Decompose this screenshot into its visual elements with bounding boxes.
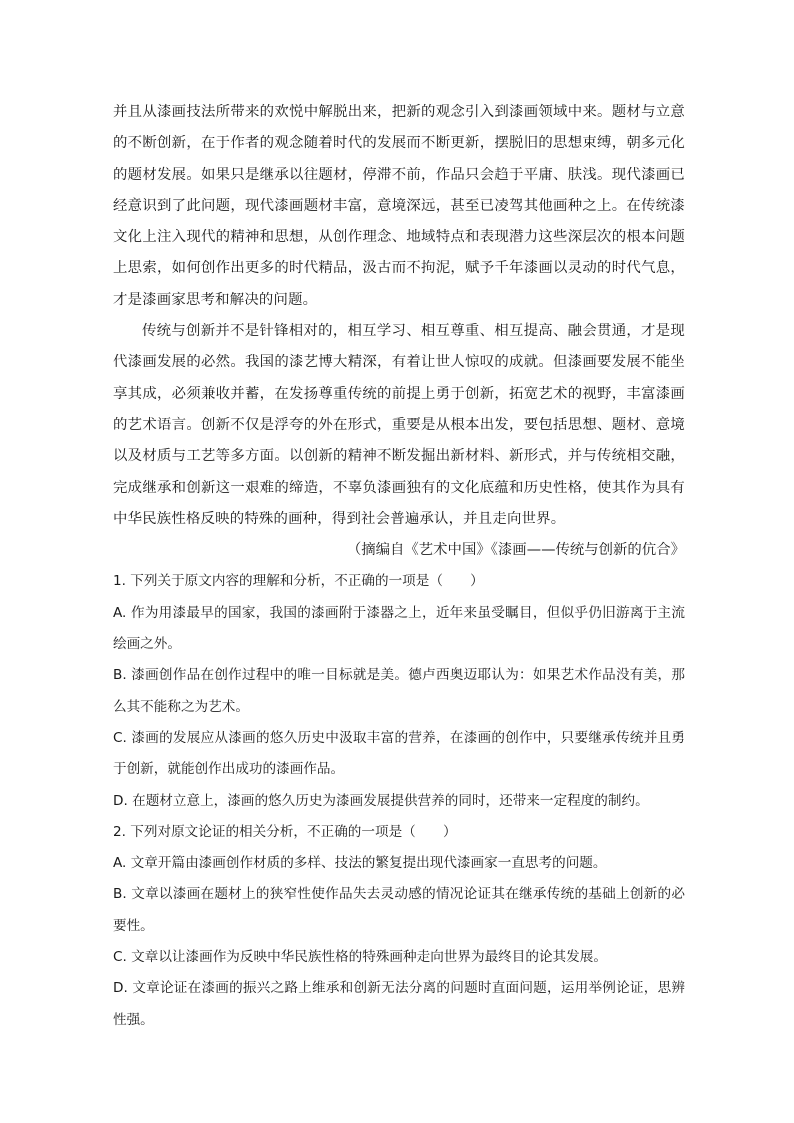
question-2 bbox=[113, 817, 685, 1036]
option-c: C. 漆画的发展应从漆画的悠久历史中汲取丰富的营养，在漆画的创作中，只要继承传统并且勇于创新，就能创作出成功的漆画作品。 bbox=[113, 729, 685, 778]
source-citation: （摘编自《艺术中国》《漆画——传统与创新的伉合》 bbox=[346, 542, 685, 559]
question-stem: 2. 下列对原文论证的相关分析，不正确的一项是（ ） bbox=[113, 823, 457, 840]
question-1 bbox=[113, 566, 685, 816]
option-a: A. 作为用漆最早的国家，我国的漆画附于漆器之上，近年来虽受瞩目，但似乎仍旧游离于主流绘画之外。 bbox=[113, 604, 685, 653]
passage-paragraph-1: 并且从漆画技法所带来的欢悦中解脱出来，把新的观念引入到漆画领域中来。题材与立意的不断创新，在于作者的观念随着时代的发展而不断更新，摆脱旧的思想束缚，朝多元化的题材发展。如果只是继承以往题材，停滞不前，作品只会趋于平庸、肤浅。现代漆画已经意识到了此问题，现代漆画题材丰富，意境深远，甚至已凌驾其他画种之上。在传统漆文化上注入现代的精神和思想，从创作理念、地域特点和表现潜力这些深层次的根本问题上思索，如何创作出更多的时代精品，汲古而不拘泥，赋予千年漆画以灵动的时代气息，才是漆画家思考和解决的问题。 bbox=[113, 104, 685, 308]
document-page bbox=[113, 97, 685, 1036]
passage-paragraph-2: 传统与创新并不是针锋相对的，相互学习、相互尊重、相互提高、融会贯通，才是现代漆画发展的必然。我国的漆艺博大精深，有着让世人惊叹的成就。但漆画要发展不能坐享其成，必须兼收并蓄，在发扬尊重传统的前提上勇于创新，拓宽艺术的视野，丰富漆画的艺术语言。创新不仅是浮夸的外在形式，重要是从根本出发，要包括思想、题材、意境以及材质与工艺等多方面。以创新的精神不断发掘出新材料、新形式，并与传统相交融，完成继承和创新这一艰难的缔造，不辜负漆画独有的文化底蕴和历史性格，使其作为具有中华民族性格反映的特殊的画种，得到社会普遍承认，并且走向世界。 bbox=[113, 323, 685, 527]
option-b: B. 漆画创作品在创作过程中的唯一目标就是美。德卢西奥迈耶认为：如果艺术作品没有美，那么其不能称之为艺术。 bbox=[113, 667, 685, 715]
option-d: D. 在题材立意上，漆画的悠久历史为漆画发展提供营养的同时，还带来一定程度的制约。 bbox=[113, 792, 649, 809]
option-d: D. 文章论证在漆画的振兴之路上维承和创新无法分离的问题时直面问题，运用举例论证，思辨性强。 bbox=[113, 980, 685, 1028]
option-b: B. 文章以漆画在题材上的狭窄性使作品失去灵动感的情况论证其在继承传统的基础上创新的必要性。 bbox=[113, 886, 685, 934]
option-c: C. 文章以让漆画作为反映中华民族性格的特殊画种走向世界为最终目的论其发展。 bbox=[113, 949, 607, 966]
option-a: A. 文章开篇由漆画创作材质的多样、技法的繁复提出现代漆画家一直思考的问题。 bbox=[113, 855, 607, 872]
question-stem: 1. 下列关于原文内容的理解和分析，不正确的一项是（ ） bbox=[113, 573, 484, 590]
